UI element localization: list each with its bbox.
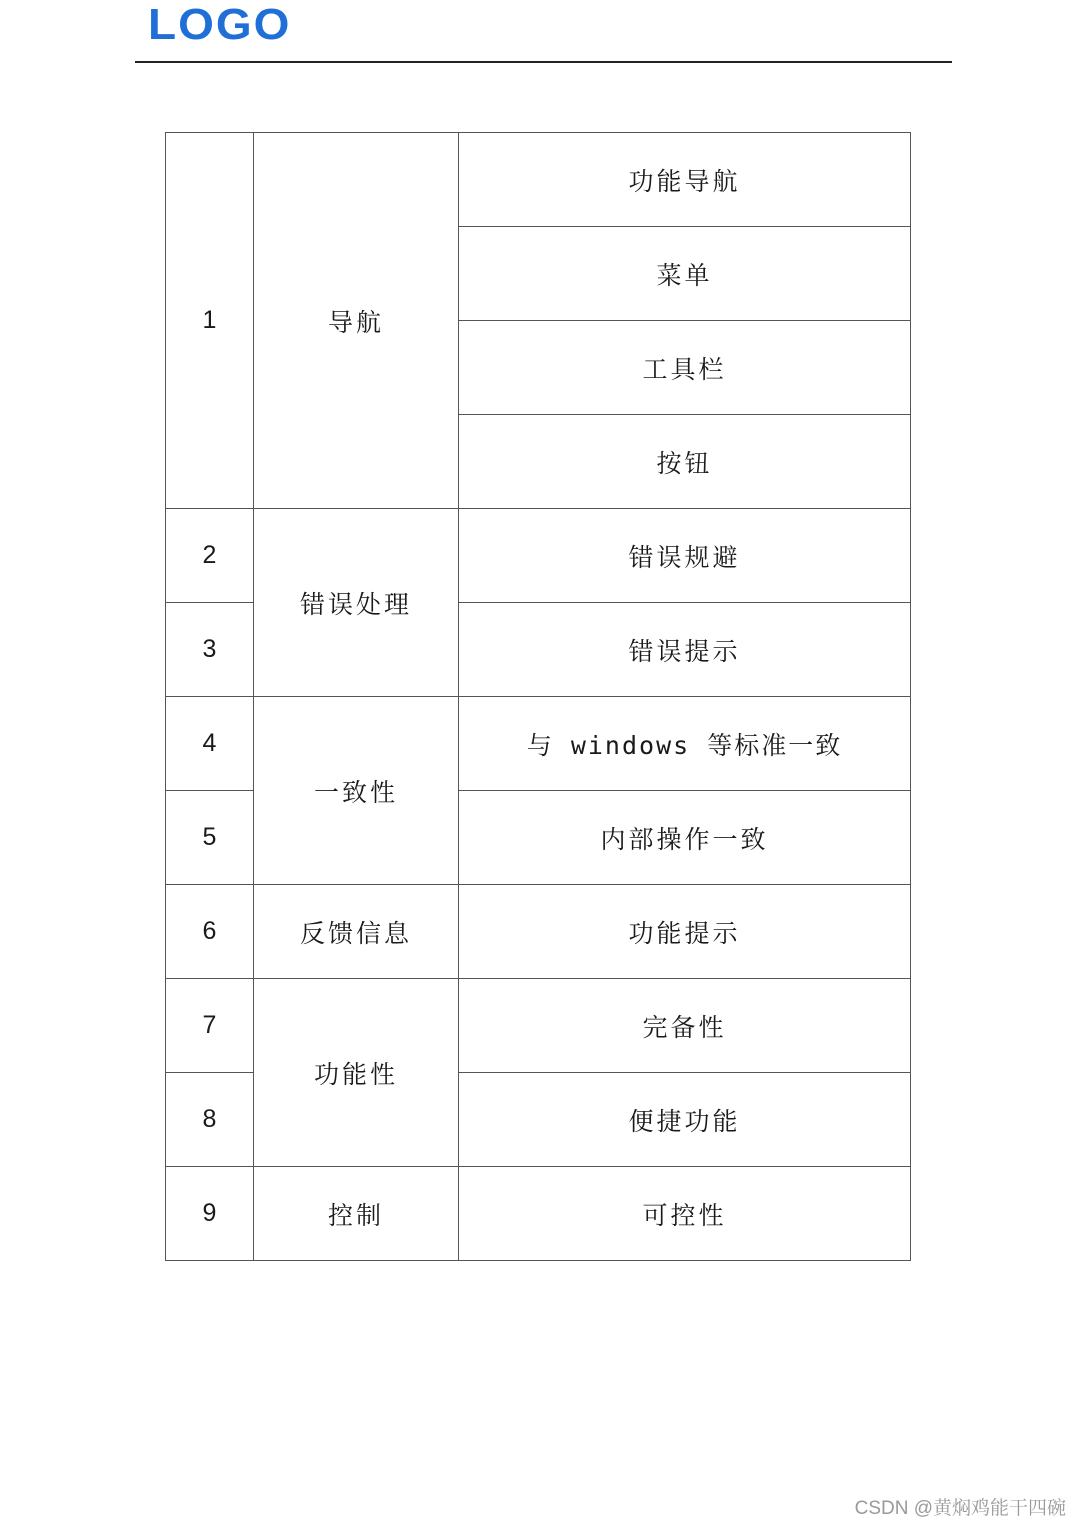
item-cell: 菜单	[459, 227, 911, 321]
logo: LOGO	[148, 0, 292, 49]
item-cell: 错误规避	[459, 509, 911, 603]
row-number: 9	[166, 1167, 254, 1261]
item-cell: 便捷功能	[459, 1073, 911, 1167]
evaluation-table	[165, 132, 911, 1261]
category-cell: 功能性	[254, 979, 459, 1167]
item-cell: 错误提示	[459, 603, 911, 697]
row-number: 8	[166, 1073, 254, 1167]
item-cell: 完备性	[459, 979, 911, 1073]
row-number: 2	[166, 509, 254, 603]
row-number: 1	[166, 133, 254, 509]
item-cell: 按钮	[459, 415, 911, 509]
category-cell: 错误处理	[254, 509, 459, 697]
row-number: 3	[166, 603, 254, 697]
item-cell: 与 windows 等标准一致	[459, 697, 911, 791]
category-cell: 一致性	[254, 697, 459, 885]
item-cell: 内部操作一致	[459, 791, 911, 885]
table-row	[166, 697, 911, 791]
table-row	[166, 885, 911, 979]
table-row	[166, 979, 911, 1073]
watermark: CSDN @黄焖鸡能干四碗	[854, 1498, 1066, 1519]
item-cell: 工具栏	[459, 321, 911, 415]
row-number: 6	[166, 885, 254, 979]
item-cell: 功能导航	[459, 133, 911, 227]
category-cell: 导航	[254, 133, 459, 509]
item-cell: 功能提示	[459, 885, 911, 979]
category-cell: 控制	[254, 1167, 459, 1261]
header-divider	[135, 61, 952, 63]
table-row	[166, 509, 911, 603]
row-number: 7	[166, 979, 254, 1073]
row-number: 4	[166, 697, 254, 791]
table-row	[166, 1167, 911, 1261]
row-number: 5	[166, 791, 254, 885]
category-cell: 反馈信息	[254, 885, 459, 979]
table-row	[166, 133, 911, 227]
item-cell: 可控性	[459, 1167, 911, 1261]
